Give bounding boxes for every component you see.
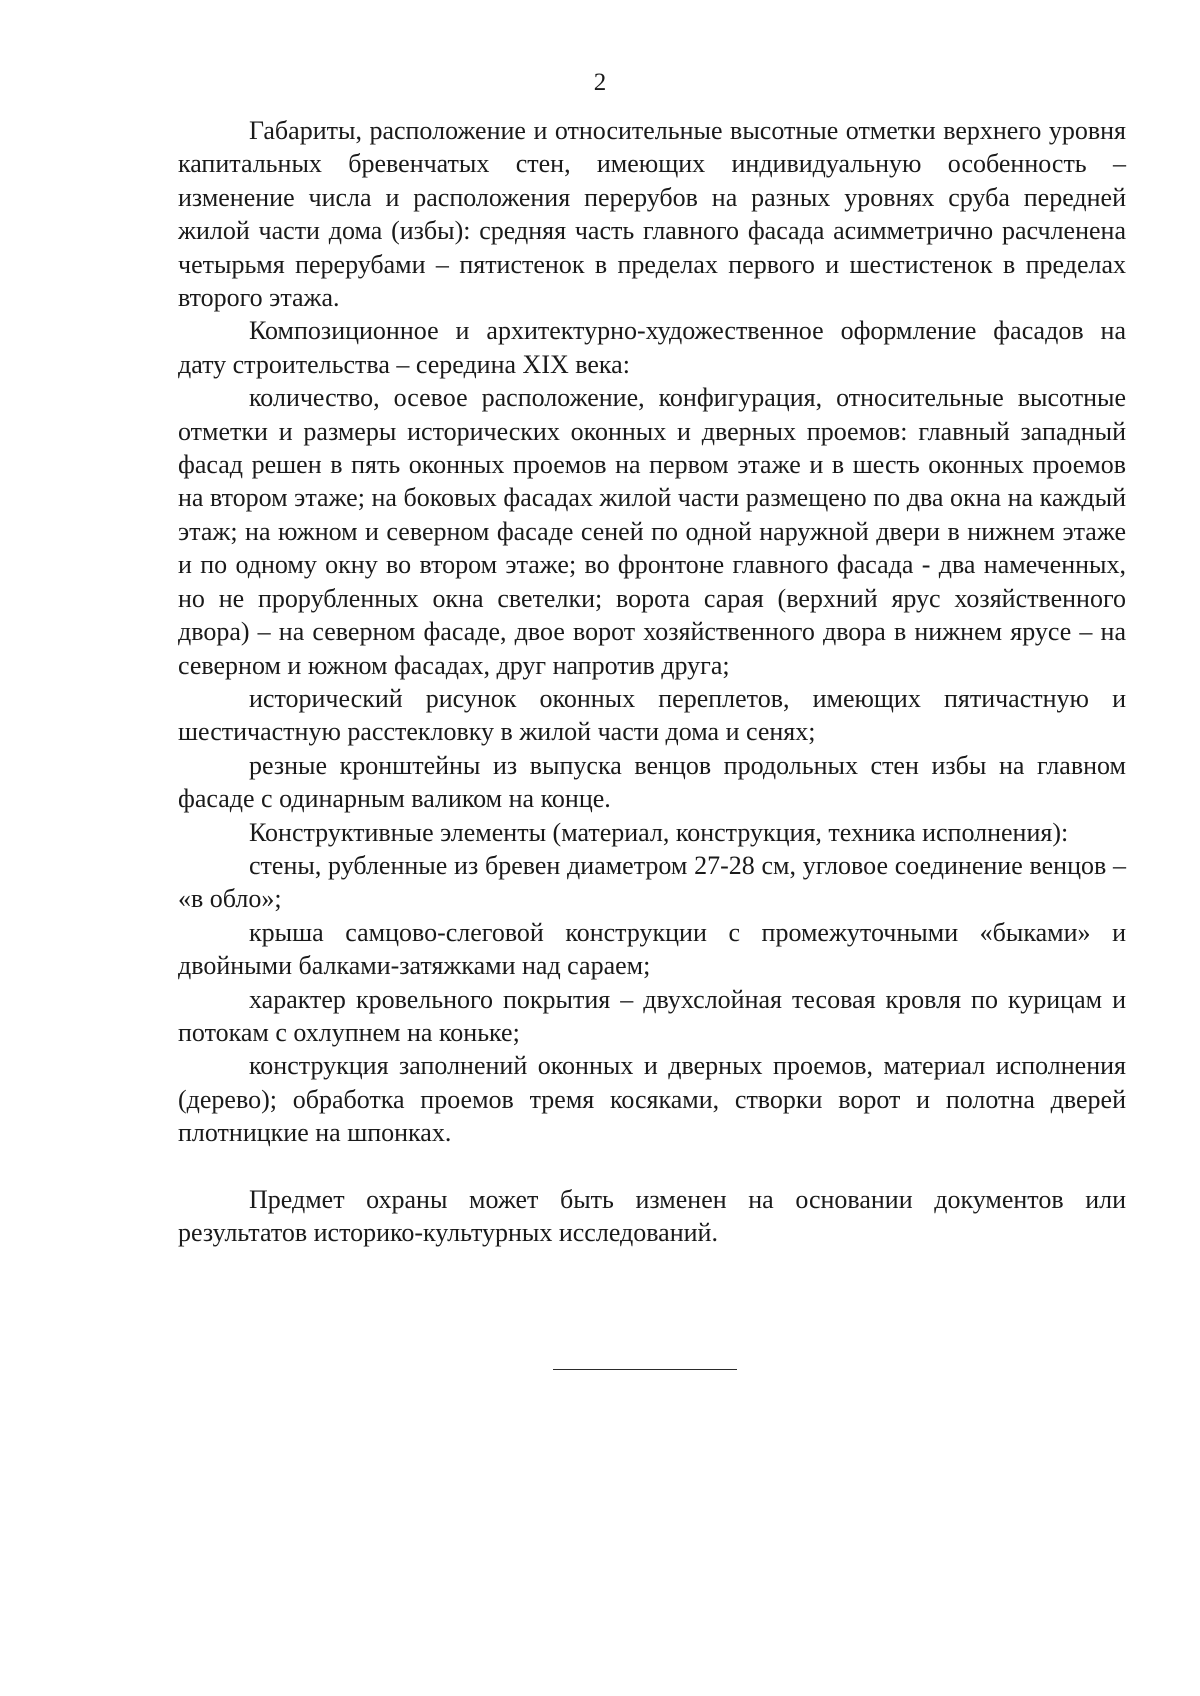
paragraph-protection-note: Предмет охраны может быть изменен на основании документов или результатов историко-культурных исследований. — [178, 1184, 1126, 1247]
paragraph-structural-elements: Конструктивные элементы (материал, конструкция, техника исполнения): — [249, 817, 1069, 847]
paragraph-window-frames: исторический рисунок оконных переплетов, имеющих пятичастную и шестичастную расстекловку в жилой части дома и сенях; — [178, 683, 1126, 747]
document-body — [178, 114, 1126, 1249]
paragraph-openings: количество, осевое расположение, конфигурация, относительные высотные отметки и размеры исторических оконных и дверных проемов: главный западный фасад решен в пять оконных проемов на первом этаже и в шесть оконных проемов на втором этаже; на боковых фасадах жилой части размещено по два окна на каждый этаж; на южном и северном фасаде сеней по одной наружной двери в нижнем этаже и по одному окну во втором этаже; во фронтоне главного фасада - два намеченных, но не прорубленных окна светелки; ворота сарая (верхний ярус хозяйственного двора) – на северном фасаде, двое ворот хозяйственного двора в нижнем ярусе – на северном и южном фасадах, друг напротив друга; — [178, 383, 1126, 680]
page-number: 2 — [593, 69, 607, 96]
paragraph-carved-brackets: резные кронштейны из выпуска венцов продольных стен избы на главном фасаде с одинарным валиком на конце. — [178, 750, 1126, 814]
paragraph-facade-composition: Композиционное и архитектурно-художественное оформление фасадов на дату строительства – середина XIX века: — [178, 316, 1126, 379]
paragraph-wall-levels: Габариты, расположение и относительные высотные отметки верхнего уровня капитальных бревенчатых стен, имеющих индивидуальную особенность – изменение числа и расположения перерубов на разных уровнях сруба передней жилой части дома (избы): средняя часть главного фасада асимметрично расчленена четырьмя перерубами – пятистенок в пределах первого и шестистенок в пределах второго этажа. — [178, 116, 1126, 313]
paragraph-walls: стены, рубленные из бревен диаметром 27-28 см, угловое соединение венцов – «в обло»; — [178, 850, 1126, 914]
paragraph-roof-covering: характер кровельного покрытия – двухслойная тесовая кровля по курицам и потокам с охлупнем на коньке; — [178, 984, 1126, 1047]
paragraph-window-door-fill: конструкция заполнений оконных и дверных проемов, материал исполнения (дерево); обработка проемов тремя косяками, створки ворот и полотна дверей плотницкие на шпонках. — [178, 1051, 1126, 1148]
paragraph-roof: крыша самцово-слеговой конструкции с промежуточными «быками» и двойными балками-затяжками над сараем; — [178, 917, 1126, 981]
closing-divider — [553, 1369, 737, 1370]
